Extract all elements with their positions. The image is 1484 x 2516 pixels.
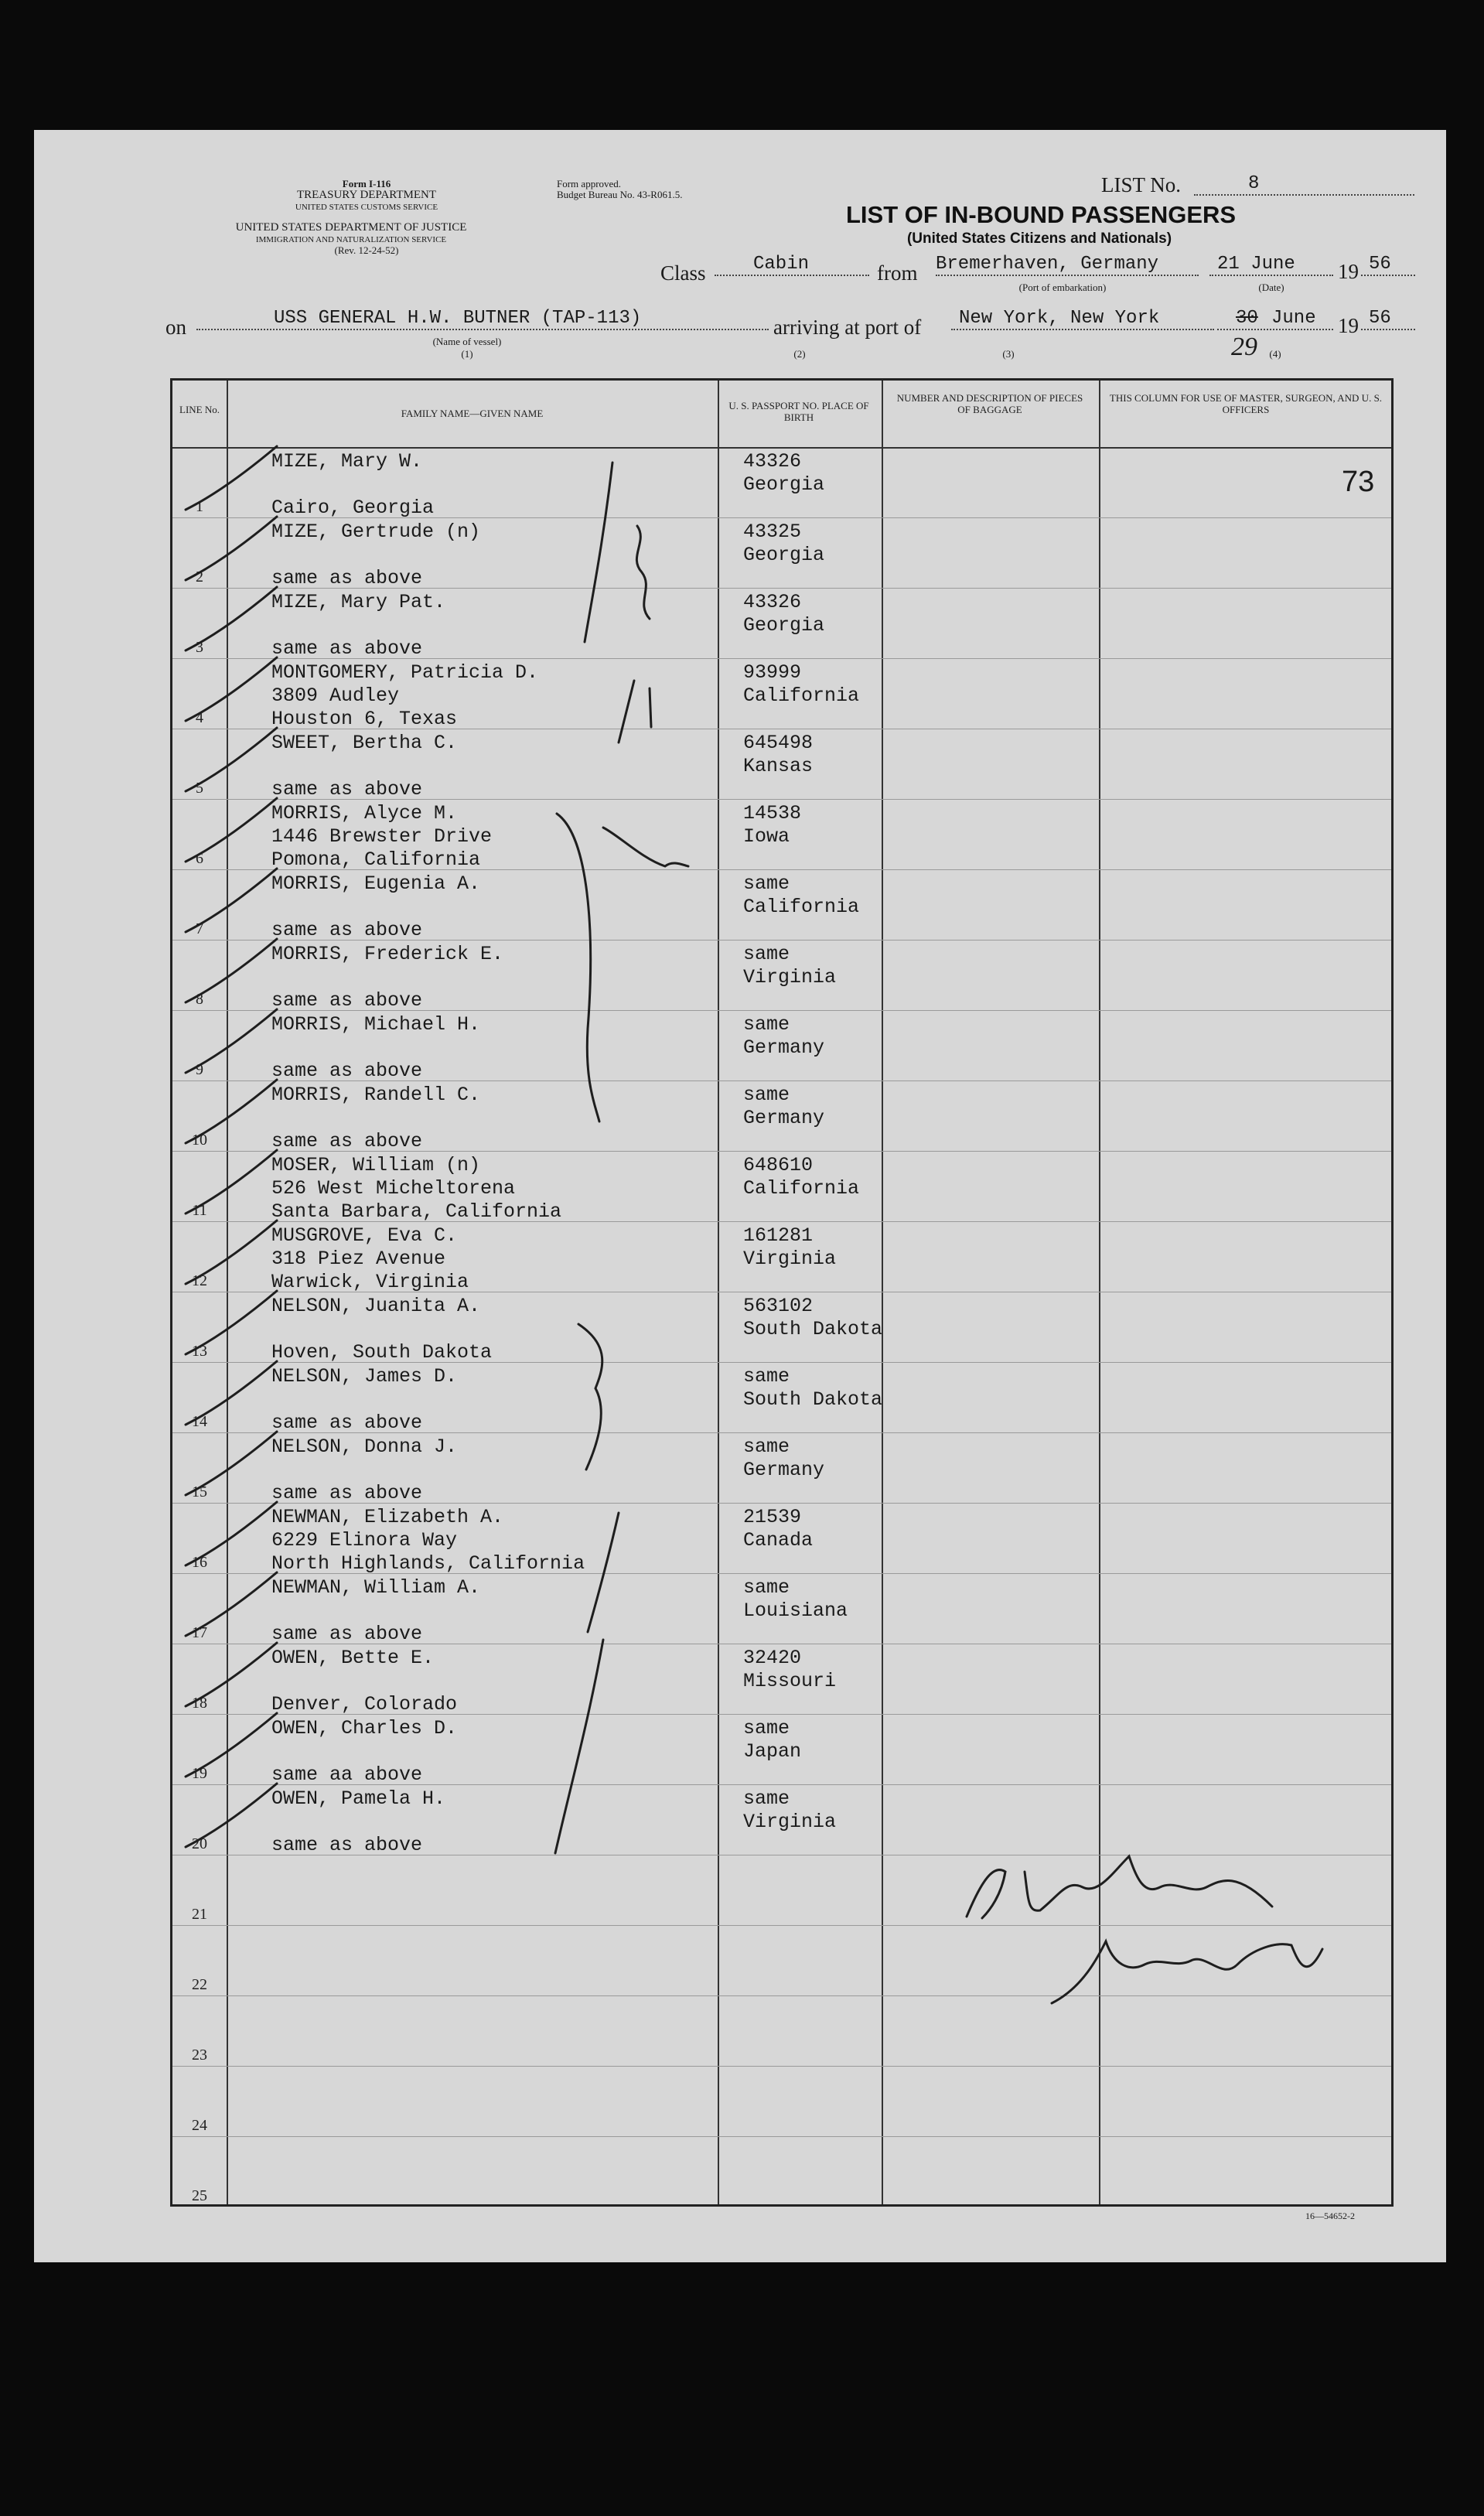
passenger-address: North Highlands, California	[271, 1552, 585, 1575]
line-number: 22	[192, 1976, 207, 1993]
pen-stroke	[636, 526, 650, 619]
passport-number: 43325	[743, 521, 802, 543]
line-number: 10	[192, 1132, 207, 1149]
from-label: from	[877, 261, 918, 285]
place-of-birth: Virginia	[743, 1248, 837, 1270]
check-mark	[186, 657, 277, 721]
check-mark	[186, 1572, 277, 1636]
check-mark	[186, 1502, 277, 1565]
place-of-birth: Louisiana	[743, 1599, 848, 1622]
vessel-caption: (Name of vessel)	[432, 336, 502, 347]
passenger-name: OWEN, Pamela H.	[271, 1787, 446, 1810]
passenger-name: MIZE, Mary W.	[271, 450, 423, 473]
line-number: 3	[196, 639, 203, 656]
line-number: 2	[196, 568, 203, 585]
check-mark	[186, 1432, 277, 1495]
place-of-birth: Germany	[743, 1036, 825, 1059]
from-year: 56	[1361, 254, 1415, 276]
passport-number: same	[743, 1084, 790, 1106]
passport-number: same	[743, 1787, 790, 1810]
place-of-birth: Georgia	[743, 614, 825, 637]
embarkation-date: 21 June	[1209, 254, 1333, 276]
check-mark	[186, 1361, 277, 1425]
form-approved: Form approved.	[557, 178, 622, 189]
passport-number: same	[743, 943, 790, 965]
passenger-address: 3809 Audley	[271, 684, 400, 707]
date-caption: (Date)	[1258, 282, 1284, 293]
form-number: Form I-116	[342, 178, 391, 189]
line-number: 24	[192, 2117, 207, 2134]
arrival-year: 56	[1361, 308, 1415, 330]
place-of-birth: California	[743, 684, 860, 707]
passport-number: 32420	[743, 1647, 802, 1669]
treasury-dept: TREASURY DEPARTMENT	[296, 189, 437, 201]
line-number: 25	[192, 2187, 207, 2204]
form-title: LIST OF IN-BOUND PASSENGERS	[846, 201, 1237, 228]
justice-dept: UNITED STATES DEPARTMENT OF JUSTICE	[235, 221, 467, 234]
place-of-birth: South Dakota	[743, 1318, 883, 1340]
check-mark	[186, 728, 277, 791]
passenger-name: NEWMAN, William A.	[271, 1576, 481, 1599]
pen-stroke	[555, 1640, 603, 1853]
line-number: 20	[192, 1835, 207, 1852]
passenger-address: same aa above	[271, 1763, 423, 1786]
passenger-name: MORRIS, Michael H.	[271, 1013, 481, 1036]
passenger-address: Cairo, Georgia	[271, 497, 435, 519]
passenger-name: MIZE, Mary Pat.	[271, 591, 446, 613]
line-number: 4	[196, 709, 203, 726]
passenger-address: same as above	[271, 567, 423, 589]
passenger-name: NEWMAN, Elizabeth A.	[271, 1506, 504, 1528]
check-mark	[186, 869, 277, 932]
arrival-day-struck: 30	[1236, 308, 1258, 329]
embarkation-caption: (Port of embarkation)	[1018, 282, 1107, 293]
check-mark	[186, 1784, 277, 1847]
passport-number: same	[743, 1013, 790, 1036]
arrival-year-prefix: 19	[1338, 314, 1359, 337]
customs-service: UNITED STATES CUSTOMS SERVICE	[295, 203, 438, 212]
check-mark	[186, 1220, 277, 1284]
class-value: Cabin	[715, 254, 869, 276]
line-number: 16	[192, 1554, 207, 1571]
check-mark	[186, 939, 277, 1002]
passenger-address: same as above	[271, 1130, 423, 1152]
passport-number: same	[743, 1717, 790, 1739]
passenger-address: 1446 Brewster Drive	[271, 825, 493, 848]
line-number: 14	[192, 1413, 207, 1430]
passenger-address: same as above	[271, 989, 423, 1012]
passenger-name: OWEN, Bette E.	[271, 1647, 435, 1669]
place-of-birth: Germany	[743, 1459, 825, 1481]
check-mark	[186, 1291, 277, 1354]
passenger-address: same as above	[271, 1060, 423, 1082]
passenger-address: 526 West Micheltorena	[271, 1177, 516, 1200]
place-of-birth: Germany	[743, 1107, 825, 1129]
passenger-name: MORRIS, Eugenia A.	[271, 872, 481, 895]
passenger-address: Houston 6, Texas	[271, 708, 458, 730]
passport-number: 93999	[743, 661, 802, 684]
passport-number: 43326	[743, 591, 802, 613]
signature	[967, 1856, 1272, 1918]
place-of-birth: Georgia	[743, 544, 825, 566]
passenger-address: same as above	[271, 1623, 423, 1645]
place-of-birth: Georgia	[743, 473, 825, 496]
arrival-month: June	[1217, 308, 1333, 330]
passenger-name: MORRIS, Alyce M.	[271, 802, 458, 824]
passenger-address: same as above	[271, 919, 423, 941]
list-no-value: 8	[1194, 173, 1414, 196]
line-number: 21	[192, 1906, 207, 1923]
form-subtitle: (United States Citizens and Nationals)	[906, 230, 1172, 247]
place-of-birth: Kansas	[743, 755, 814, 777]
line-number: 11	[192, 1202, 207, 1219]
pen-stroke	[619, 681, 651, 743]
passenger-address: same as above	[271, 1834, 423, 1856]
passenger-address: Denver, Colorado	[271, 1693, 458, 1715]
place-of-birth: Iowa	[743, 825, 790, 848]
place-of-birth: South Dakota	[743, 1388, 883, 1411]
passport-number: same	[743, 872, 790, 895]
on-label: on	[165, 316, 186, 339]
place-of-birth: Japan	[743, 1740, 802, 1763]
arrival-date-col-num: (4)	[1269, 348, 1281, 360]
line-number: 17	[192, 1624, 207, 1641]
line-number: 7	[196, 920, 203, 937]
passport-number: 21539	[743, 1506, 802, 1528]
check-mark	[186, 1080, 277, 1143]
passenger-address: Santa Barbara, California	[271, 1200, 562, 1223]
place-of-birth: Virginia	[743, 966, 837, 988]
check-mark	[186, 517, 277, 580]
place-of-birth: Canada	[743, 1529, 814, 1552]
vessel-name: USS GENERAL H.W. BUTNER (TAP-113)	[196, 308, 769, 330]
passenger-address: same as above	[271, 1412, 423, 1434]
pen-stroke	[588, 1513, 619, 1632]
line-number: 13	[192, 1343, 207, 1360]
signature	[1052, 1941, 1322, 2003]
line-number: 19	[192, 1765, 207, 1782]
place-of-birth: Missouri	[743, 1670, 837, 1692]
arriving-label: arriving at port of	[773, 316, 922, 339]
passport-number: 161281	[743, 1224, 814, 1247]
check-mark	[186, 1643, 277, 1706]
from-year-prefix: 19	[1338, 260, 1359, 283]
line-number: 1	[196, 498, 203, 515]
passport-number: same	[743, 1576, 790, 1599]
ins-service: IMMIGRATION AND NATURALIZATION SERVICE	[255, 235, 447, 244]
passenger-name: NELSON, Juanita A.	[271, 1295, 481, 1317]
revision-date: (Rev. 12-24-52)	[334, 244, 399, 256]
arrival-day-handwritten: 29	[1231, 333, 1257, 361]
passenger-name: NELSON, Donna J.	[271, 1436, 458, 1458]
passenger-address: same as above	[271, 1482, 423, 1504]
list-no-label: LIST No.	[1101, 173, 1182, 196]
col-header-name: FAMILY NAME—GIVEN NAME	[401, 408, 544, 419]
arriving-col-num: (2)	[793, 348, 806, 360]
passport-number: same	[743, 1436, 790, 1458]
place-of-birth: California	[743, 1177, 860, 1200]
check-mark	[186, 1009, 277, 1073]
line-number: 18	[192, 1695, 207, 1712]
line-number: 8	[196, 991, 203, 1008]
pen-stroke	[603, 828, 688, 866]
passenger-address: Pomona, California	[271, 848, 481, 871]
line-number: 5	[196, 780, 203, 797]
arrival-port: New York, New York	[951, 308, 1214, 330]
passenger-address: same as above	[271, 778, 423, 801]
passenger-address: 6229 Elinora Way	[271, 1529, 458, 1552]
passenger-name: MONTGOMERY, Patricia D.	[271, 661, 539, 684]
line-number: 23	[192, 2047, 207, 2064]
arrival-port-col-num: (3)	[1002, 348, 1015, 360]
budget-bureau: Budget Bureau No. 43-R061.5.	[557, 189, 683, 200]
port-of-embarkation: Bremerhaven, Germany	[936, 254, 1199, 276]
passenger-name: MORRIS, Randell C.	[271, 1084, 481, 1106]
col-header-baggage: NUMBER AND DESCRIPTION OF PIECES OF BAGGAGE	[896, 392, 1083, 415]
passport-number: same	[743, 1365, 790, 1388]
passenger-name: MUSGROVE, Eva C.	[271, 1224, 458, 1247]
passenger-address: Warwick, Virginia	[271, 1271, 469, 1293]
passenger-name: NELSON, James D.	[271, 1365, 458, 1388]
passenger-name: MOSER, William (n)	[271, 1154, 481, 1176]
officer-annotation: 73	[1342, 466, 1375, 498]
line-number: 12	[192, 1272, 207, 1289]
col-header-line: LINE No.	[179, 404, 220, 415]
passenger-name: MORRIS, Frederick E.	[271, 943, 504, 965]
line-number: 15	[192, 1483, 207, 1500]
check-mark	[186, 798, 277, 862]
passport-number: 563102	[743, 1295, 814, 1317]
passenger-address: same as above	[271, 637, 423, 660]
line-number: 6	[196, 850, 203, 867]
passenger-name: OWEN, Charles D.	[271, 1717, 458, 1739]
passenger-address: 318 Piez Avenue	[271, 1248, 446, 1270]
check-mark	[186, 587, 277, 650]
check-mark	[186, 446, 277, 510]
pen-stroke	[585, 463, 612, 642]
passenger-name: SWEET, Bertha C.	[271, 732, 458, 754]
place-of-birth: California	[743, 896, 860, 918]
place-of-birth: Virginia	[743, 1811, 837, 1833]
passenger-address: Hoven, South Dakota	[271, 1341, 493, 1364]
vessel-col-num: (1)	[461, 348, 473, 360]
passport-number: 43326	[743, 450, 802, 473]
passport-number: 648610	[743, 1154, 814, 1176]
line-number: 9	[196, 1061, 203, 1078]
passport-number: 14538	[743, 802, 802, 824]
check-mark	[186, 1713, 277, 1777]
passport-number: 645498	[743, 732, 814, 754]
col-header-passport: U. S. PASSPORT NO. PLACE OF BIRTH	[728, 400, 869, 423]
check-marks	[186, 446, 277, 1847]
pen-stroke	[578, 1324, 602, 1470]
pen-stroke	[557, 814, 599, 1121]
class-label: Class	[660, 261, 706, 285]
passenger-name: MIZE, Gertrude (n)	[271, 521, 481, 543]
footer-code: 16—54652-2	[1305, 2210, 1355, 2221]
col-header-officers: THIS COLUMN FOR USE OF MASTER, SURGEON, AND U. S. OFFICERS	[1109, 392, 1383, 415]
check-mark	[186, 1150, 277, 1214]
